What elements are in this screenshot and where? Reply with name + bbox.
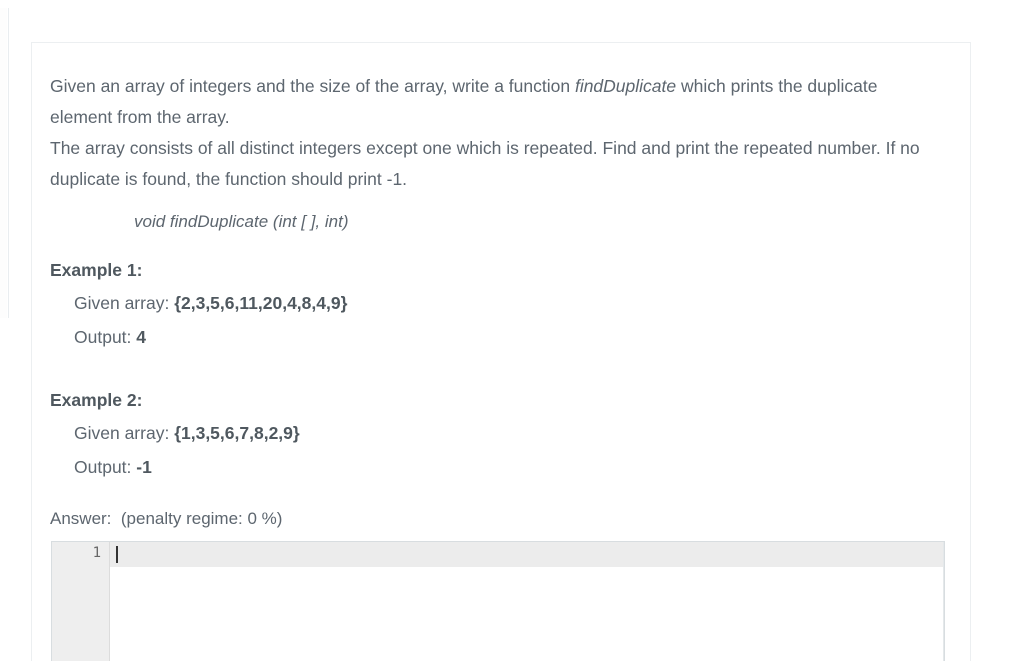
code-input[interactable] (110, 542, 944, 661)
left-rail (0, 8, 9, 318)
example-1-given-label: Given array: (74, 293, 175, 313)
example-2-output-value: -1 (136, 457, 152, 477)
function-prototype: void findDuplicate (int [ ], int) (134, 212, 349, 231)
text-caret (116, 546, 118, 563)
top-strip (0, 0, 1024, 8)
question-p1-post: which prints the duplicate element from the array. (50, 76, 878, 127)
answer-label: Answer: (50, 509, 112, 528)
example-2-given-value: {1,3,5,6,7,8,2,9} (174, 423, 300, 443)
example-2-output (74, 453, 942, 481)
example-2-given (74, 419, 942, 447)
editor-right-edge (943, 542, 944, 661)
example-2-heading: Example 2: (50, 390, 143, 410)
code-editor[interactable] (51, 541, 945, 661)
example-1-output (74, 323, 942, 351)
question-paragraph-1 (50, 71, 942, 133)
function-name: findDuplicate (574, 76, 677, 96)
example-1-given (74, 289, 942, 317)
line-number: 1 (92, 545, 101, 561)
example-1-output-label: Output: (74, 327, 137, 347)
example-1-heading: Example 1: (50, 260, 143, 280)
example-2-output-label: Output: (74, 457, 137, 477)
answer-label-row (50, 507, 942, 531)
question-card (31, 42, 971, 661)
example-1-given-value: {2,3,5,6,11,20,4,8,4,9} (174, 293, 348, 313)
example-2-given-label: Given array: (74, 423, 175, 443)
example-1-output-value: 4 (136, 327, 146, 347)
penalty-regime-label: (penalty regime: 0 %) (120, 509, 283, 528)
left-rail-segment (0, 8, 7, 318)
question-card-body (32, 43, 970, 661)
editor-gutter (52, 542, 110, 661)
question-p1-pre: Given an array of integers and the size of the array, write a function (50, 76, 575, 96)
question-paragraph-2: The array consists of all distinct integers except one which is repeated. Find and print the repeated number. If no duplicate is found, the function should print -1. (50, 138, 920, 189)
examples-spacer (50, 351, 942, 365)
